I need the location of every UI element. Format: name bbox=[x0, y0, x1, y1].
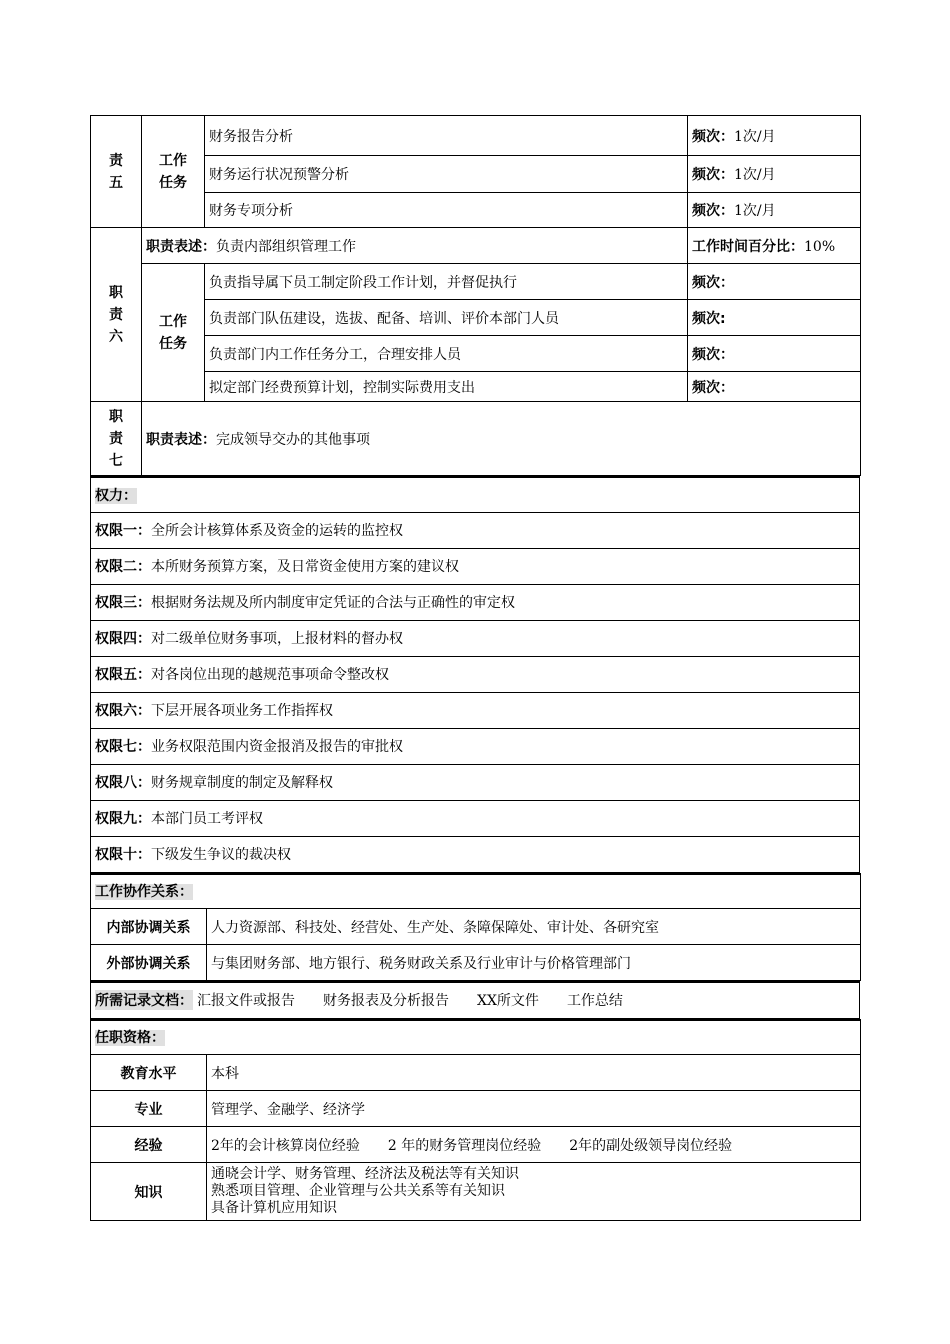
record-item: 财务报表及分析报告 bbox=[323, 993, 449, 1010]
power-item: 权限六：下层开展各项业务工作指挥权 bbox=[91, 692, 860, 728]
records-row bbox=[91, 982, 860, 1018]
internal-relation-label: 内部协调关系 bbox=[91, 909, 207, 945]
major-value: 管理学、金融学、经济学 bbox=[207, 1091, 861, 1127]
record-item: XX所文件 bbox=[477, 993, 539, 1010]
power-item: 权限四：对二级单位财务事项，上报材料的督办权 bbox=[91, 620, 860, 656]
power-header: 权力： bbox=[91, 477, 860, 512]
duty5-task: 财务运行状况预警分析 bbox=[205, 156, 688, 193]
power-item: 权限一：全所会计核算体系及资金的运转的监控权 bbox=[91, 512, 860, 548]
duty7-label: 职 责 七 bbox=[91, 402, 142, 476]
records-label: 所需记录文档： bbox=[95, 990, 193, 1010]
external-relation-value: 与集团财务部、地方银行、税务财政关系及行业审计与价格管理部门 bbox=[207, 945, 861, 981]
duty6-label: 职 责 六 bbox=[91, 228, 142, 402]
duty6-task-label: 工作 任务 bbox=[142, 264, 205, 402]
cooperation-table bbox=[90, 873, 861, 982]
knowledge-value bbox=[207, 1163, 861, 1221]
education-value: 本科 bbox=[207, 1055, 861, 1091]
qualification-header: 任职资格： bbox=[91, 1020, 861, 1055]
knowledge-line: 熟悉项目管理、企业管理与公共关系等有关知识 bbox=[211, 1183, 505, 1199]
job-description-page bbox=[90, 115, 860, 1221]
duty6-freq: 频次： bbox=[688, 264, 861, 300]
duty5-freq: 频次：1次/月 bbox=[688, 156, 861, 193]
duties-table bbox=[90, 115, 861, 476]
duty6-freq: 频次： bbox=[688, 336, 861, 372]
duty5-task-label: 工作 任务 bbox=[142, 116, 205, 228]
record-item: 汇报文件或报告 bbox=[197, 993, 295, 1010]
external-relation-label: 外部协调关系 bbox=[91, 945, 207, 981]
duty6-task: 拟定部门经费预算计划，控制实际费用支出 bbox=[205, 372, 688, 402]
duty5-task: 财务专项分析 bbox=[205, 193, 688, 228]
knowledge-label: 知识 bbox=[91, 1163, 207, 1221]
power-item: 权限八：财务规章制度的制定及解释权 bbox=[91, 764, 860, 800]
records-table bbox=[90, 981, 860, 1019]
duty6-description: 职责表述：负责内部组织管理工作 bbox=[142, 228, 688, 264]
knowledge-line: 具备计算机应用知识 bbox=[211, 1200, 337, 1216]
duty6-task: 负责部门内工作任务分工，合理安排人员 bbox=[205, 336, 688, 372]
internal-relation-value: 人力资源部、科技处、经营处、生产处、条障保障处、审计处、各研究室 bbox=[207, 909, 861, 945]
duty7-description: 职责表述：完成领导交办的其他事项 bbox=[142, 402, 861, 476]
qualification-table bbox=[90, 1019, 861, 1222]
power-table bbox=[90, 476, 860, 873]
power-item: 权限三：根据财务法规及所内制度审定凭证的合法与正确性的审定权 bbox=[91, 584, 860, 620]
duty5-freq: 频次：1次/月 bbox=[688, 116, 861, 156]
duty6-task: 负责指导属下员工制定阶段工作计划，并督促执行 bbox=[205, 264, 688, 300]
record-item: 工作总结 bbox=[566, 993, 623, 1010]
experience-label: 经验 bbox=[91, 1127, 207, 1163]
duty5-label: 责 五 bbox=[91, 116, 142, 228]
duty5-task: 财务报告分析 bbox=[205, 116, 688, 156]
duty5-freq: 频次：1次/月 bbox=[688, 193, 861, 228]
power-item: 权限二：本所财务预算方案，及日常资金使用方案的建议权 bbox=[91, 548, 860, 584]
experience-value: 2年的会计核算岗位经验 2 年的财务管理岗位经验 2年的副处级领导岗位经验 bbox=[207, 1127, 861, 1163]
cooperation-header: 工作协作关系： bbox=[91, 874, 861, 909]
power-item: 权限五：对各岗位出现的越规范事项命令整改权 bbox=[91, 656, 860, 692]
duty6-freq: 频次: bbox=[688, 300, 861, 336]
duty6-task: 负责部门队伍建设，选拔、配备、培训、评价本部门人员 bbox=[205, 300, 688, 336]
power-item: 权限十：下级发生争议的裁决权 bbox=[91, 836, 860, 872]
power-item: 权限七：业务权限范围内资金报消及报告的审批权 bbox=[91, 728, 860, 764]
major-label: 专业 bbox=[91, 1091, 207, 1127]
knowledge-line: 通晓会计学、财务管理、经济法及税法等有关知识 bbox=[211, 1166, 519, 1182]
duty6-time-percent: 工作时间百分比：10% bbox=[688, 228, 861, 264]
duty6-freq: 频次： bbox=[688, 372, 861, 402]
power-item: 权限九：本部门员工考评权 bbox=[91, 800, 860, 836]
education-label: 教育水平 bbox=[91, 1055, 207, 1091]
